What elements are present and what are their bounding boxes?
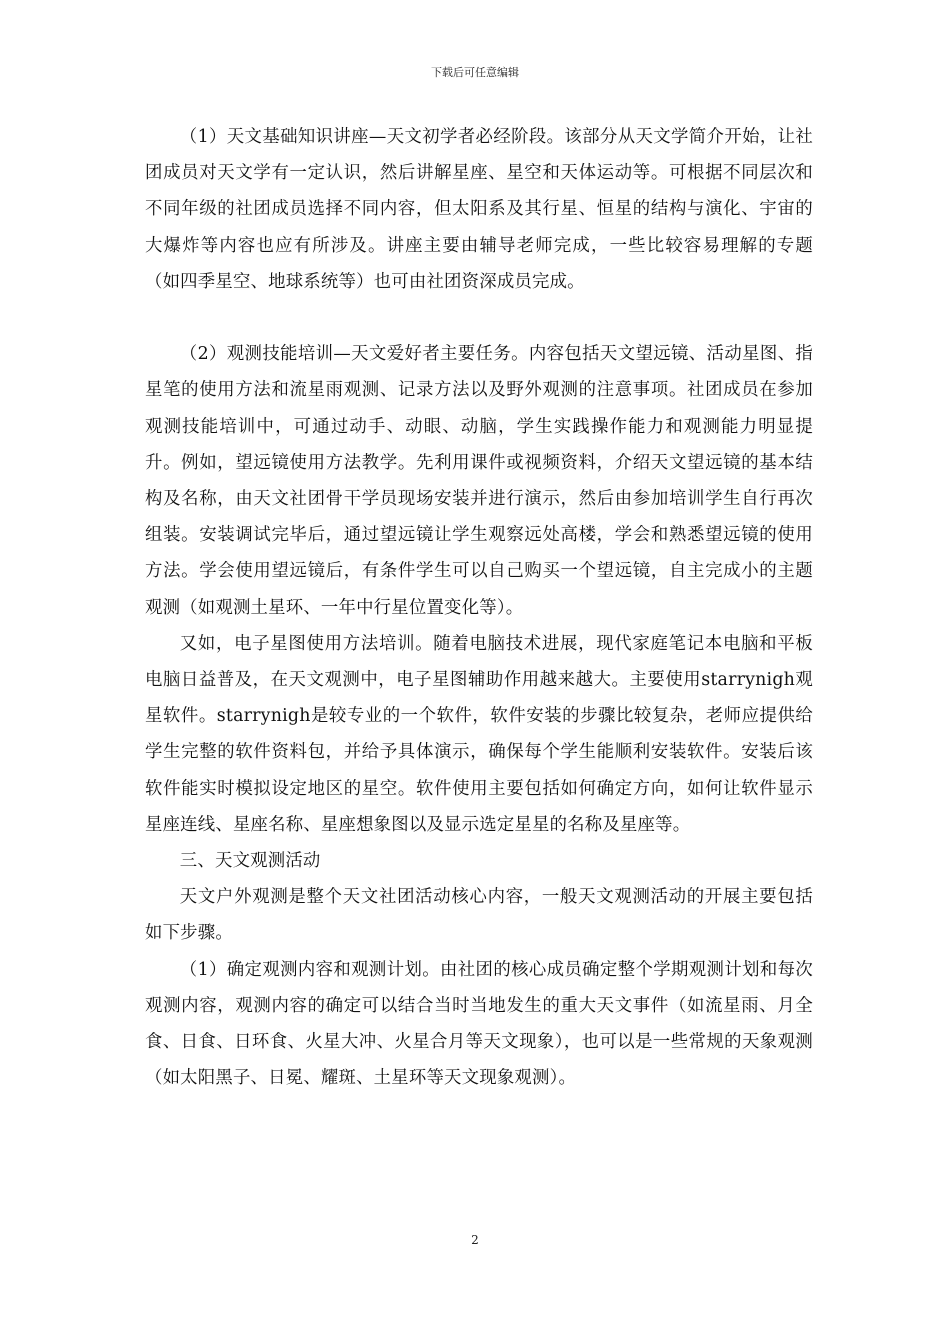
section-heading-observation-activities: 三、天文观测活动 — [179, 851, 321, 872]
paragraph-star-chart-training: 又如，电子星图使用方法培训。随着电脑技术进展，现代家庭笔记本电脑和平板电脑日益普及，在天文观测中，电子星图辅助作用越来越大。主要使用starrynigh观星软件。starrynigh是较专业的一个软件，软件安装的步骤比较复杂，老师应提供给学生完整的软件资料包，并给予具体演示，确保每个学生能顺利安装软件。安装后该软件能实时模拟设定地区的星空。软件使用主要包括如何确定方向，如何让软件显示星座连线、星座名称、星座想象图以及显示选定星星的名称及星座等。 — [145, 633, 813, 835]
paragraph-observation-plan: （1）确定观测内容和观测计划。由社团的核心成员确定整个学期观测计划和每次观测内容，观测内容的确定可以结合当时当地发生的重大天文事件（如流星雨、月全食、日食、日环食、火星大冲、火星合月等天文现象），也可以是一些常规的天象观测（如太阳黑子、日冕、耀斑、土星环等天文现象观测）。 — [145, 959, 813, 1089]
page-number: 2 — [471, 1233, 479, 1247]
paragraph-outdoor-observation: 天文户外观测是整个天文社团活动核心内容，一般天文观测活动的开展主要包括如下步骤。 — [145, 887, 813, 944]
document-body — [145, 119, 813, 1096]
page-header: 下载后可任意编辑 — [431, 66, 519, 79]
paragraph-astronomy-lectures: （1）天文基础知识讲座—天文初学者必经阶段。该部分从天文学简介开始，让社团成员对天文学有一定认识，然后讲解星座、星空和天体运动等。可根据不同层次和不同年级的社团成员选择不同内容，但太阳系及其行星、恒星的结构与演化、宇宙的大爆炸等内容也应有所涉及。讲座主要由辅导老师完成，一些比较容易理解的专题（如四季星空、地球系统等）也可由社团资深成员完成。 — [145, 127, 813, 292]
paragraph-observation-training: （2）观测技能培训—天文爱好者主要任务。内容包括天文望远镜、活动星图、指星笔的使用方法和流星雨观测、记录方法以及野外观测的注意事项。社团成员在参加观测技能培训中，可通过动手、动眼、动脑，学生实践操作能力和观测能力明显提升。例如，望远镜使用方法教学。先利用课件或视频资料，介绍天文望远镜的基本结构及名称，由天文社团骨干学员现场安装并进行演示，然后由参加培训学生自行再次组装。安装调试完毕后，通过望远镜让学生观察远处高楼，学会和熟悉望远镜的使用方法。学会使用望远镜后，有条件学生可以自己购买一个望远镜，自主完成小的主题观测（如观测土星环、一年中行星位置变化等）。 — [145, 344, 813, 618]
